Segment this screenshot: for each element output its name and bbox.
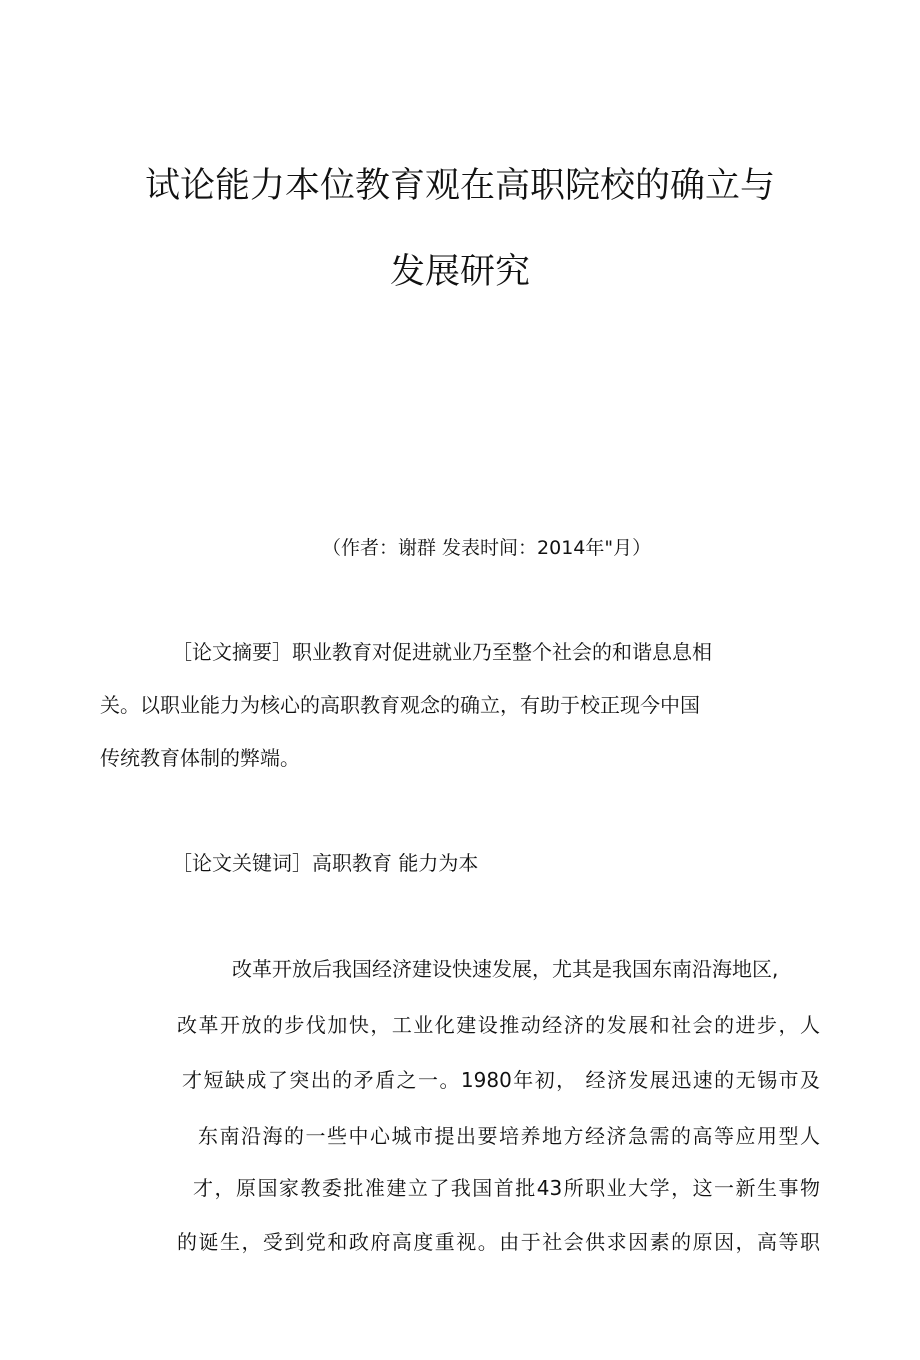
body-line-4: 东南沿海的一些中心城市提出要培养地方经济急需的高等应用型人 (198, 1124, 820, 1148)
body-line-2: 改革开放的步伐加快，工业化建设推动经济的发展和社会的进步，人 (177, 1013, 820, 1037)
abstract-line-1: ［论文摘要］职业教育对促进就业乃至整个社会的和谐息息相 (172, 640, 712, 664)
page-title-line-1: 试论能力本位教育观在高职院校的确立与 (144, 166, 775, 206)
author-info: （作者：谢群 发表时间：2014年"月） (322, 537, 652, 559)
abstract-line-2: 关。以职业能力为核心的高职教育观念的确立，有助于校正现今中国 (100, 693, 700, 717)
body-line-1: 改革开放后我国经济建设快速发展，尤其是我国东南沿海地区, (232, 957, 779, 981)
keywords: ［论文关键词］高职教育 能力为本 (172, 851, 479, 875)
page-title-line-2: 发展研究 (389, 252, 530, 292)
body-line-5: 才，原国家教委批准建立了我国首批43所职业大学，这一新生事物 (193, 1176, 820, 1200)
body-line-3: 才短缺成了突出的矛盾之一。1980年初， 经济发展迅速的无锡市及 (182, 1068, 820, 1092)
abstract-line-3: 传统教育体制的弊端。 (100, 746, 300, 770)
body-line-6: 的诞生，受到党和政府高度重视。由于社会供求因素的原因，高等职 (177, 1230, 820, 1254)
